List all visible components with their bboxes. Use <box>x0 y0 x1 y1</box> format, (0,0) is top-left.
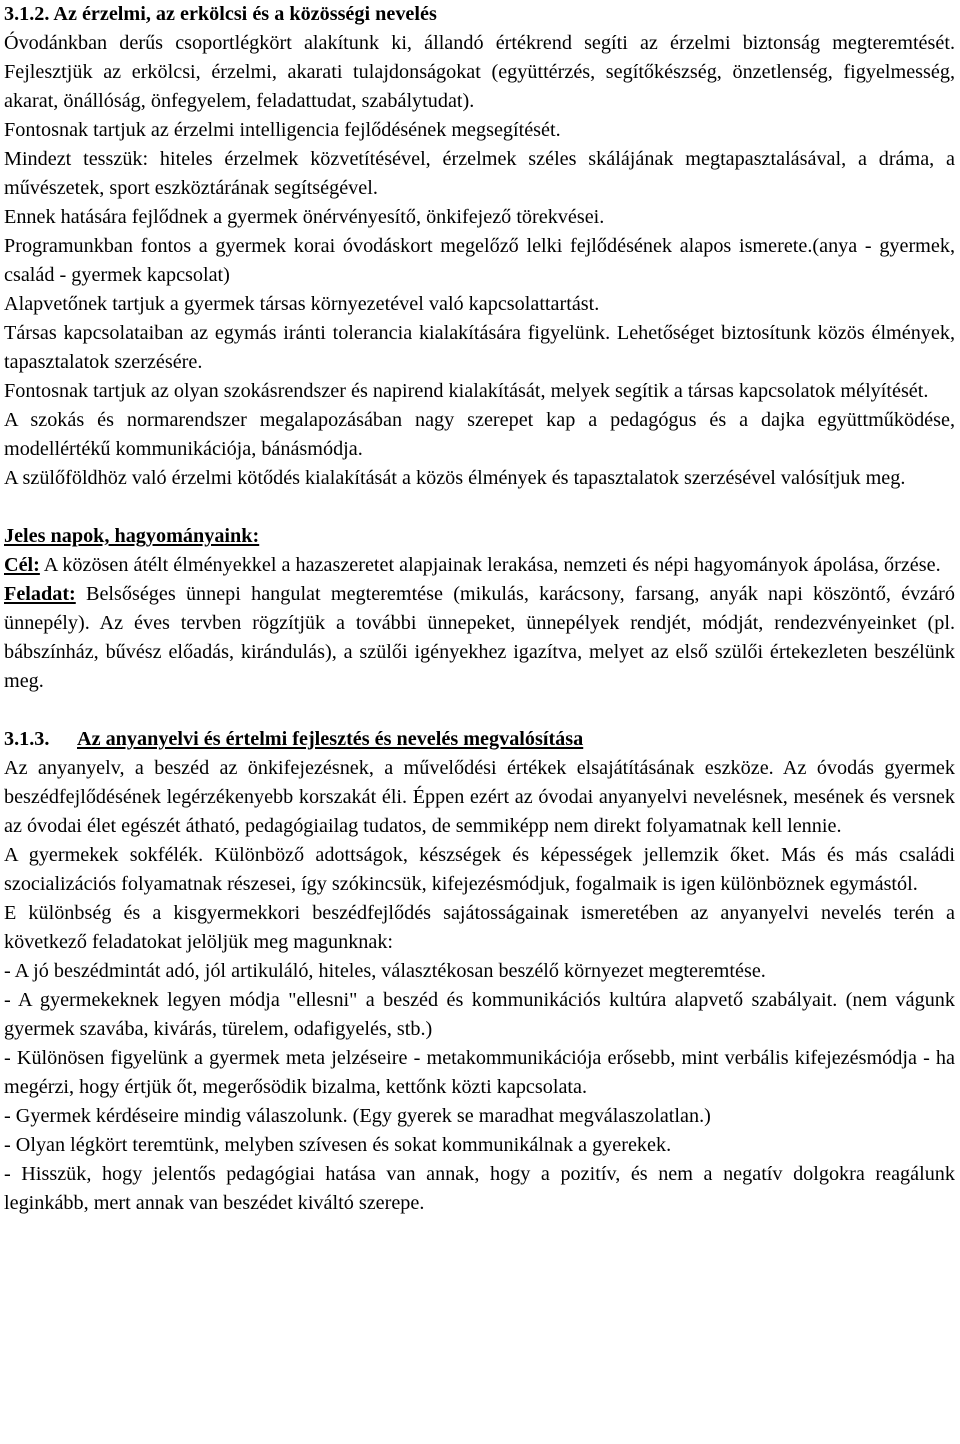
paragraph: Fontosnak tartjuk az olyan szokásrendszer és napirend kialakítását, melyek segítik a társas kapcsolatok mélyítését. <box>4 380 929 402</box>
paragraph: Az anyanyelv, a beszéd az önkifejezésnek, a művelődési értékek elsajátításának eszköze. Az óvodás gyermek beszédfejlődésének legérzékenyebb korszakát éli. Éppen ezért az óvodai anyanyelvi nevelésnek, mesének és versnek az óvodai élet egészét átható, pedagógiailag tudatos, de semmiképp nem direkt folyamatnak kell lennie. <box>4 757 955 837</box>
paragraph: Programunkban fontos a gyermek korai óvodáskort megelőző lelki fejlődésének alapos ismerete.(anya - gyermek, család - gyermek kapcsolat) <box>4 235 955 286</box>
spacer <box>4 696 955 725</box>
paragraph: E különbség és a kisgyermekkori beszédfejlődés sajátosságainak ismeretében az anyanyelvi nevelés terén a következő feladatokat jelöljük meg magunknak: <box>4 902 955 953</box>
paragraph: Alapvetőnek tartjuk a gyermek társas környezetével való kapcsolattartást. <box>4 293 600 315</box>
paragraph: Mindezt tesszük: hiteles érzelmek közvetítésével, érzelmek széles skálájának megtapasztalásával, a dráma, a művészetek, sport eszköztárának segítségével. <box>4 148 955 199</box>
paragraph: A szokás és normarendszer megalapozásában nagy szerepet kap a pedagógus és a dajka együttműködése, modellértékű kommunikációja, bánásmódja. <box>4 409 955 460</box>
paragraph: Óvodánkban derűs csoportlégkört alakítunk ki, állandó értékrend segíti az érzelmi biztonság megteremtését. Fejlesztjük az erkölcsi, érzelmi, akarati tulajdonságokat (együttérzés, segítőkészség, önzetlenség, figyelmesség, akarat, önállóság, önfegyelem, feladattudat, szabálytudat). <box>4 32 955 112</box>
spacer <box>4 493 955 522</box>
paragraph: Fontosnak tartjuk az érzelmi intelligencia fejlődésének megsegítését. <box>4 119 561 141</box>
list-item: - Olyan légkört teremtünk, melyben szívesen és sokat kommunikálnak a gyerekek. <box>4 1134 672 1156</box>
section-number: 3.1.2. <box>4 3 50 25</box>
task-text: Belsőséges ünnepi hangulat megteremtése (mikulás, karácsony, farsang, anyák napi köszöntő, évzáró ünnepély). Az éves tervben rögzítjük a további ünnepeket, ünnepélyek rendjét, módját, rendezvényeinket (pl. bábszínház, bűvész előadás, kirándulás), a szülői igényekhez igazítva, melyet az első szülői értekezleten beszélünk meg. <box>4 583 955 692</box>
goal-paragraph <box>4 551 955 580</box>
document-page <box>4 0 955 1218</box>
list-item: - A jó beszédmintát adó, jól artikuláló, hiteles, választékosan beszélő környezet megteremtése. <box>4 960 766 982</box>
subheading-jeles-napok: Jeles napok, hagyományaink: <box>4 525 260 547</box>
section-heading-3-1-3 <box>4 725 955 754</box>
goal-label: Cél: <box>4 554 40 576</box>
list-item: - A gyermekeknek legyen módja "ellesni" a beszéd és kommunikációs kultúra alapvető szabályait. (nem vágunk gyermek szavába, kivárás, türelem, odafigyelés, stb.) <box>4 989 955 1040</box>
task-label: Feladat: <box>4 583 76 605</box>
paragraph: A gyermekek sokfélék. Különböző adottságok, készségek és képességek jellemzik őket. Más és más családi szocializációs folyamatnak részesei, így szókincsük, kifejezésmódjuk, fogalmaik is igen különböznek egymástól. <box>4 844 955 895</box>
list-item: - Különösen figyelünk a gyermek meta jelzéseire - metakommunikációja erősebb, mint verbális kifejezésmódja - ha megérzi, hogy értjük őt, megerősödik bizalma, kettőnk közti kapcsolata. <box>4 1047 955 1098</box>
section-heading-3-1-2 <box>4 0 955 29</box>
task-paragraph <box>4 580 955 696</box>
list-item: - Gyermek kérdéseire mindig válaszolunk. (Egy gyerek se maradhat megválaszolatlan.) <box>4 1105 711 1127</box>
goal-text: A közösen átélt élményekkel a hazaszeretet alapjainak lerakása, nemzeti és népi hagyományok ápolása, őrzése. <box>39 554 941 576</box>
section-title: Az érzelmi, az erkölcsi és a közösségi nevelés <box>53 3 437 25</box>
paragraph: Társas kapcsolataiban az egymás iránti tolerancia kialakítására figyelünk. Lehetőséget biztosítunk közös élmények, tapasztalatok szerzésére. <box>4 322 955 373</box>
paragraph: Ennek hatására fejlődnek a gyermek önérvényesítő, önkifejező törekvései. <box>4 206 605 228</box>
section-title: Az anyanyelvi és értelmi fejlesztés és nevelés megvalósítása <box>77 728 584 750</box>
section-number: 3.1.3. <box>4 728 50 750</box>
paragraph: A szülőföldhöz való érzelmi kötődés kialakítását a közös élmények és tapasztalatok szerzésével valósítjuk meg. <box>4 467 906 489</box>
list-item: - Hisszük, hogy jelentős pedagógiai hatása van annak, hogy a pozitív, és nem a negatív dolgokra reagálunk leginkább, mert annak van beszédet kiváltó szerepe. <box>4 1163 955 1214</box>
